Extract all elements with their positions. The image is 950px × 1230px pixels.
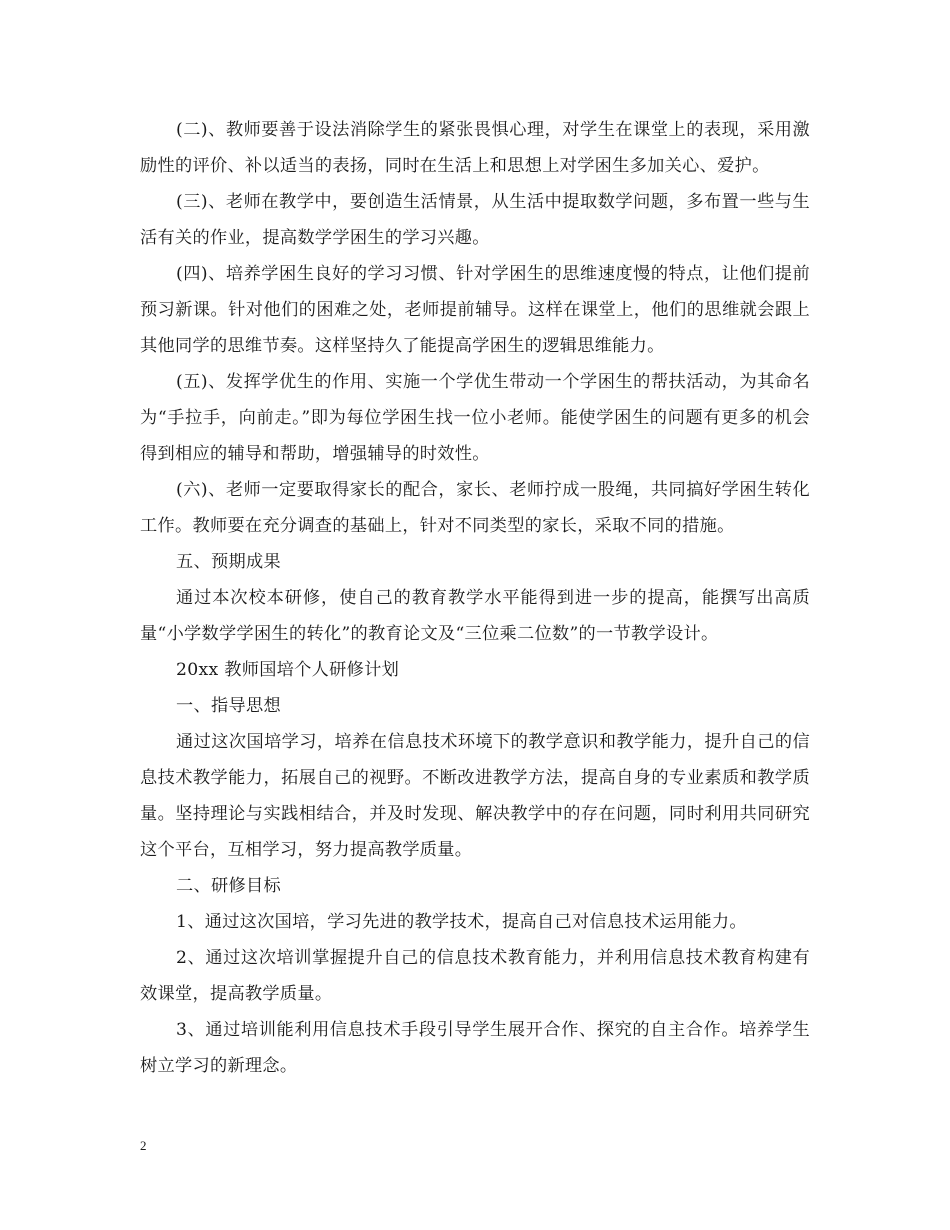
paragraph-peer-help: (五)、发挥学优生的作用、实施一个学优生带动一个学困生的帮扶活动，为其命名为“手拉手，向前走。”即为每位学困生找一位小老师。能使学困生的问题有更多的机会得到相应的辅导和帮助，增强辅导的时效性。 bbox=[140, 372, 810, 464]
paragraph-guiding-ideology: 通过这次国培学习，培养在信息技术环境下的教学意识和教学能力，提升自己的信息技术教学能力，拓展自己的视野。不断改进教学方法，提高自身的专业素质和教学质量。坚持理论与实践相结合，并及时发现、解决教学中的存在问题，同时利用共同研究这个平台，互相学习，努力提高教学质量。 bbox=[140, 732, 810, 860]
paragraph-life-scenarios: (三)、老师在教学中，要创造生活情景，从生活中提取数学问题，多布置一些与生活有关的作业，提高数学学困生的学习兴趣。 bbox=[140, 192, 810, 248]
heading-expected-results: 五、预期成果 bbox=[176, 552, 281, 572]
heading-study-goals: 二、研修目标 bbox=[176, 876, 281, 896]
paragraph-parent-cooperation: (六)、老师一定要取得家长的配合，家长、老师拧成一股绳，共同搞好学困生转化工作。教师要在充分调查的基础上，针对不同类型的家长，采取不同的措施。 bbox=[140, 480, 810, 536]
paragraph-student-anxiety: (二)、教师要善于设法消除学生的紧张畏惧心理，对学生在课堂上的表现，采用激励性的评价、补以适当的表扬，同时在生活上和思想上对学困生多加关心、爱护。 bbox=[140, 120, 810, 176]
page-number: 2 bbox=[140, 1138, 147, 1153]
heading-guiding-ideology: 一、指导思想 bbox=[176, 696, 281, 716]
goal-item-3: 3、通过培训能利用信息技术手段引导学生展开合作、探究的自主合作。培养学生树立学习的新理念。 bbox=[140, 1020, 810, 1076]
page-body bbox=[140, 112, 810, 1084]
heading-plan-title: 20xx 教师国培个人研修计划 bbox=[176, 660, 400, 680]
paragraph-study-habits: (四)、培养学困生良好的学习习惯、针对学困生的思维速度慢的特点，让他们提前预习新课。针对他们的困难之处，老师提前辅导。这样在课堂上，他们的思维就会跟上其他同学的思维节奏。这样坚持久了能提高学困生的逻辑思维能力。 bbox=[140, 264, 810, 356]
goal-item-2: 2、通过这次培训掌握提升自己的信息技术教育能力，并利用信息技术教育构建有效课堂，提高教学质量。 bbox=[140, 948, 810, 1004]
goal-item-1: 1、通过这次国培，学习先进的教学技术，提高自己对信息技术运用能力。 bbox=[176, 912, 747, 932]
paragraph-expected-results: 通过本次校本研修，使自己的教育教学水平能得到进一步的提高，能撰写出高质量“小学数学学困生的转化”的教育论文及“三位乘二位数”的一节教学设计。 bbox=[140, 588, 810, 644]
